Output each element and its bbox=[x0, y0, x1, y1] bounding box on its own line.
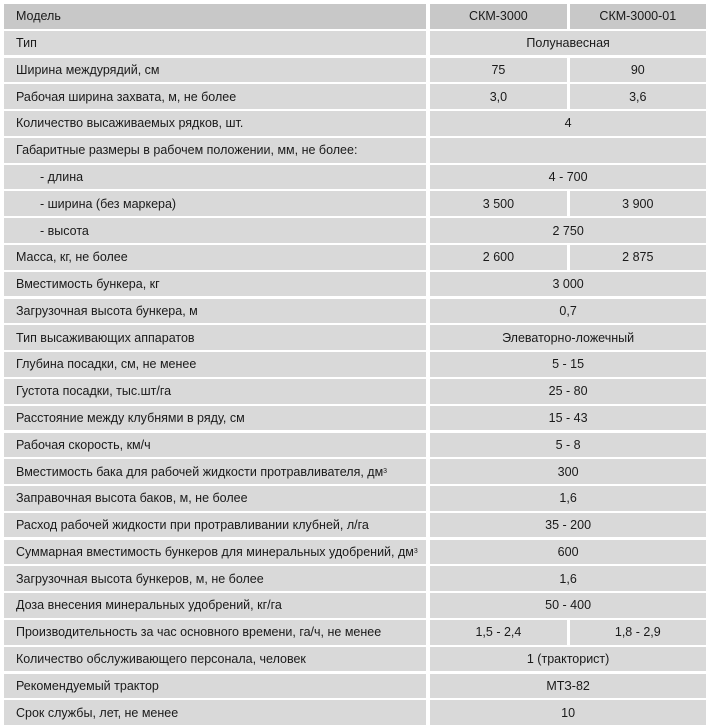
table-row bbox=[4, 84, 706, 109]
row-label bbox=[4, 406, 426, 431]
row-label bbox=[4, 84, 426, 109]
row-label bbox=[4, 486, 426, 511]
row-value: 2 750 bbox=[430, 218, 706, 243]
table-row bbox=[4, 325, 706, 350]
table-row bbox=[4, 513, 706, 538]
table-row bbox=[4, 406, 706, 431]
row-label bbox=[4, 513, 426, 538]
row-value: 0,7 bbox=[430, 299, 706, 324]
row-label-text: Рабочая скорость, км/ч bbox=[16, 437, 151, 452]
row-label bbox=[4, 433, 426, 458]
row-label bbox=[4, 191, 426, 216]
row-label-text: Рекомендуемый трактор bbox=[16, 678, 159, 693]
table-row bbox=[4, 272, 706, 297]
row-label bbox=[4, 620, 426, 645]
row-value-col1: 75 bbox=[430, 58, 566, 83]
row-label-text: Тип высаживающих аппаратов bbox=[16, 330, 195, 345]
table-row bbox=[4, 58, 706, 83]
row-label bbox=[4, 647, 426, 672]
row-value: 1 (тракторист) bbox=[430, 647, 706, 672]
row-value: 25 - 80 bbox=[430, 379, 706, 404]
row-label-text: Расстояние между клубнями в ряду, см bbox=[16, 411, 245, 426]
row-label-text: - ширина (без маркера) bbox=[40, 196, 177, 211]
row-label-text: Густота посадки, тыс.шт/га bbox=[16, 384, 172, 399]
row-label-text: - длина bbox=[40, 169, 84, 184]
row-value: Полунавесная bbox=[430, 31, 706, 56]
row-value: 1,6 bbox=[430, 486, 706, 511]
row-label bbox=[4, 593, 426, 618]
row-label-text: - высота bbox=[40, 223, 89, 238]
row-label-text: Рабочая ширина захвата, м, не более bbox=[16, 89, 237, 104]
row-value: 10 bbox=[430, 700, 706, 725]
row-label-text: Срок службы, лет, не менее bbox=[16, 705, 179, 720]
table-body bbox=[4, 31, 706, 725]
row-label-text: Глубина посадки, см, не менее bbox=[16, 357, 197, 372]
row-label bbox=[4, 165, 426, 190]
table-row bbox=[4, 218, 706, 243]
row-label bbox=[4, 218, 426, 243]
row-label-text: Вместимость бункера, кг bbox=[16, 277, 160, 292]
row-label bbox=[4, 566, 426, 591]
row-value: 50 - 400 bbox=[430, 593, 706, 618]
row-value: 4 - 700 bbox=[430, 165, 706, 190]
row-label-text: Доза внесения минеральных удобрений, кг/га bbox=[16, 598, 282, 613]
table-row bbox=[4, 593, 706, 618]
table-row bbox=[4, 31, 706, 56]
row-label bbox=[4, 31, 426, 56]
row-label bbox=[4, 674, 426, 699]
row-value-col2: 1,8 - 2,9 bbox=[570, 620, 706, 645]
row-label bbox=[4, 700, 426, 725]
table-header bbox=[4, 4, 706, 29]
table-row bbox=[4, 138, 706, 163]
row-label-text: Суммарная вместимость бункеров для минеральных удобрений, дм bbox=[16, 544, 414, 559]
table-row bbox=[4, 245, 706, 270]
row-label bbox=[4, 245, 426, 270]
row-value-col2: 2 875 bbox=[570, 245, 706, 270]
row-label-text: Заправочная высота баков, м, не более bbox=[16, 491, 248, 506]
row-value: 35 - 200 bbox=[430, 513, 706, 538]
row-value: МТЗ-82 bbox=[430, 674, 706, 699]
row-value: 5 - 15 bbox=[430, 352, 706, 377]
row-label-text: Загрузочная высота бункеров, м, не более bbox=[16, 571, 264, 586]
table-row bbox=[4, 700, 706, 725]
row-label-text: Производительность за час основного времени, га/ч, не менее bbox=[16, 625, 382, 640]
table-row bbox=[4, 566, 706, 591]
row-label-text: Количество высаживаемых рядков, шт. bbox=[16, 116, 244, 131]
row-label: Суммарная вместимость бункеров для минеральных удобрений, дм 3 bbox=[4, 540, 426, 565]
row-value: 600 bbox=[430, 540, 706, 565]
table-row bbox=[4, 379, 706, 404]
spec-table bbox=[4, 4, 706, 725]
model-column-2: СКМ-3000-01 bbox=[570, 4, 706, 29]
row-label-text: Ширина междурядий, см bbox=[16, 62, 160, 77]
row-label bbox=[4, 325, 426, 350]
table-row bbox=[4, 165, 706, 190]
row-label-text: Загрузочная высота бункера, м bbox=[16, 303, 198, 318]
row-label bbox=[4, 58, 426, 83]
row-label bbox=[4, 299, 426, 324]
model-column-1: СКМ-3000 bbox=[430, 4, 566, 29]
row-value-col1: 2 600 bbox=[430, 245, 566, 270]
table-row bbox=[4, 111, 706, 136]
row-value: 300 bbox=[430, 459, 706, 484]
row-value: 4 bbox=[430, 111, 706, 136]
row-label bbox=[4, 272, 426, 297]
row-label: Вместимость бака для рабочей жидкости протравливателя, дм 3 bbox=[4, 459, 426, 484]
row-label-text: Габаритные размеры в рабочем положении, мм, не более: bbox=[16, 143, 358, 158]
row-value: 15 - 43 bbox=[430, 406, 706, 431]
row-label-text: Масса, кг, не более bbox=[16, 250, 128, 265]
row-value: Элеваторно-ложечный bbox=[430, 325, 706, 350]
row-value-col1: 1,5 - 2,4 bbox=[430, 620, 566, 645]
row-label-text: Расход рабочей жидкости при протравливании клубней, л/га bbox=[16, 518, 369, 533]
table-row bbox=[4, 647, 706, 672]
table-row bbox=[4, 674, 706, 699]
row-value-col2: 3,6 bbox=[570, 84, 706, 109]
table-row bbox=[4, 299, 706, 324]
table-row bbox=[4, 459, 706, 484]
table-row bbox=[4, 540, 706, 565]
row-value-col1: 3 500 bbox=[430, 191, 566, 216]
row-label bbox=[4, 379, 426, 404]
model-header-label: Модель bbox=[4, 4, 426, 29]
row-label bbox=[4, 138, 426, 163]
table-row bbox=[4, 433, 706, 458]
row-value: 1,6 bbox=[430, 566, 706, 591]
row-value: 3 000 bbox=[430, 272, 706, 297]
table-row bbox=[4, 352, 706, 377]
row-label-text: Количество обслуживающего персонала, человек bbox=[16, 652, 306, 667]
row-value-col1: 3,0 bbox=[430, 84, 566, 109]
row-label bbox=[4, 111, 426, 136]
row-label-text: Тип bbox=[16, 36, 37, 51]
row-value bbox=[430, 138, 706, 163]
row-label-text: Вместимость бака для рабочей жидкости протравливателя, дм bbox=[16, 464, 384, 479]
row-value: 5 - 8 bbox=[430, 433, 706, 458]
table-row bbox=[4, 486, 706, 511]
row-value-col2: 3 900 bbox=[570, 191, 706, 216]
table-row bbox=[4, 191, 706, 216]
row-value-col2: 90 bbox=[570, 58, 706, 83]
table-row bbox=[4, 620, 706, 645]
row-label bbox=[4, 352, 426, 377]
